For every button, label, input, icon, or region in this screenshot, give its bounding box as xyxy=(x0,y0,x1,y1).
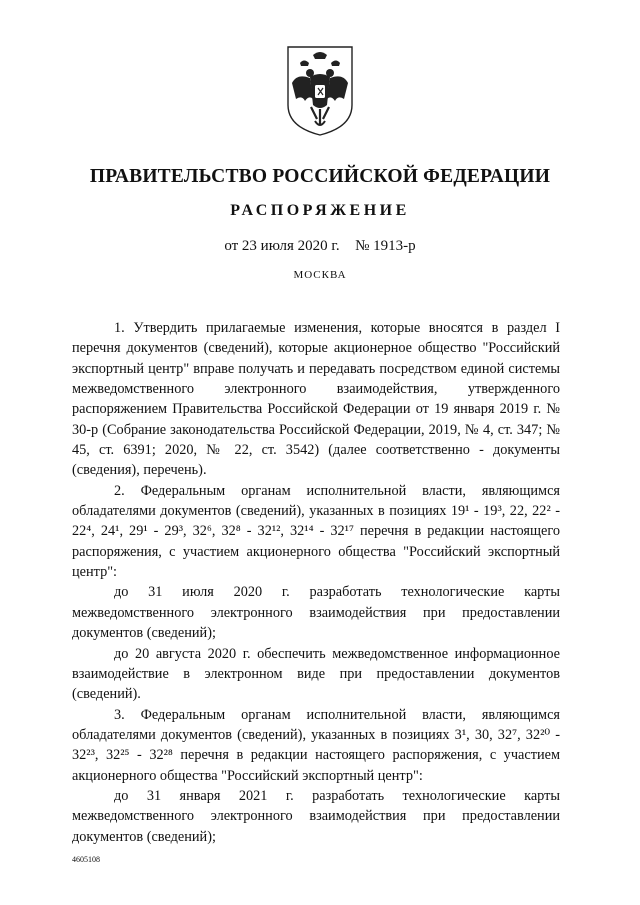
coat-of-arms-icon xyxy=(283,45,357,137)
document-body xyxy=(72,318,560,847)
document-type: РАСПОРЯЖЕНИЕ xyxy=(230,202,410,219)
paragraph-2: 2. Федеральным органам исполнительной власти, являющимся обладателями документов (сведений), указанных в позициях 19¹ - 19³, 22, 22² - 22⁴, 24¹, 29¹ - 29³, 32⁶, 32⁸ - 32¹², 32¹⁴ - 32¹⁷ перечня в редакции настоящего распоряжения, с участием акционерного общества "Российский экспортный центр": xyxy=(72,482,560,581)
document-date: от 23 июля 2020 г. xyxy=(224,238,340,254)
paragraph-3: 3. Федеральным органам исполнительной власти, являющимся обладателями документов (сведений), указанных в позициях 3¹, 30, 32⁷, 32²⁰ - 32²³, 32²⁵ - 32²⁸ перечня в редакции настоящего распоряжения, с участием акционерного общества "Российский экспортный центр": xyxy=(72,706,560,784)
document-code: 4605108 xyxy=(72,855,100,864)
document-number: № 1913-р xyxy=(355,238,416,254)
paragraph-3-item-1: до 31 января 2021 г. разработать технологические карты межведомственного электронного взаимодействия при предоставлении документов (сведений); xyxy=(72,787,560,845)
city: МОСКВА xyxy=(293,269,347,281)
paragraph-2-item-1: до 31 июля 2020 г. разработать технологические карты межведомственного электронного взаимодействия при предоставлении документов (сведений); xyxy=(72,584,560,642)
government-title: ПРАВИТЕЛЬСТВО РОССИЙСКОЙ ФЕДЕРАЦИИ xyxy=(89,166,551,187)
document-date-line xyxy=(0,238,640,255)
paragraph-1: 1. Утвердить прилагаемые изменения, которые вносятся в раздел I перечня документов (сведений), которые акционерное общество "Российский экспортный центр" вправе получать и передавать посредством единой системы межведомственного электронного взаимодействия, утвержденного распоряжением Правительства Российской Федерации от 19 января 2019 г. № 30-р (Собрание законодательства Российской Федерации, 2019, № 4, ст. 347; № 45, ст. 6391; 2020, № 22, ст. 3542) (далее соответственно - документы (сведения), перечень). xyxy=(72,320,560,479)
paragraph-2-item-2: до 20 августа 2020 г. обеспечить межведомственное информационное взаимодействие в электронном виде при предоставлении документов (сведений). xyxy=(72,645,560,703)
